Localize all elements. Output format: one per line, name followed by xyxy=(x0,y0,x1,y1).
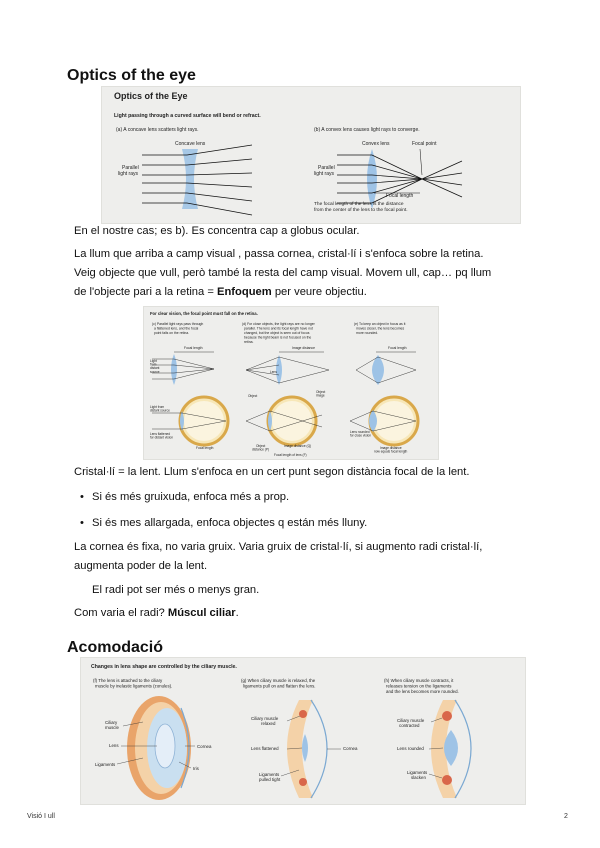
svg-text:Image distance (Q): Image distance (Q) xyxy=(284,444,312,448)
bold-term-ciliary-muscle: Múscul ciliar xyxy=(167,607,236,619)
paragraph-light-path xyxy=(74,245,544,302)
svg-text:Lens flattened: Lens flattened xyxy=(251,746,279,751)
fig1-intro: Light passing through a curved surface will bend or refract. xyxy=(114,113,261,119)
parallel-rays-label-b: Parallel light rays xyxy=(314,165,335,177)
svg-text:Ciliary musclecontracted: Ciliary muscle contracted xyxy=(397,718,425,728)
fig1-title: Optics of the Eye xyxy=(114,91,188,101)
panel-h-contracted xyxy=(397,700,471,798)
figure-optics-lenses xyxy=(101,86,521,224)
page-number: 2 xyxy=(564,813,568,820)
svg-text:Ligaments: Ligaments xyxy=(95,762,116,767)
fig2-panel-e-caption: (e) To keep an object in focus as it moves closer, the lens becomes more rounded. xyxy=(354,322,406,335)
figure-focal-point-retina xyxy=(143,306,439,460)
bullet-list xyxy=(78,488,538,533)
parallel-rays-label-a: Parallel light rays xyxy=(118,165,139,177)
svg-text:Lens roundedfor close vision: Lens rounded for close vision xyxy=(350,430,372,438)
fig2-heading: For clear vision, the focal point must fall on the retina. xyxy=(150,311,258,316)
panel-e-lens-diagram xyxy=(356,346,416,385)
list-item: • Si és més gruixuda, enfoca més a prop. xyxy=(78,488,538,507)
panel-c-lens-diagram xyxy=(150,346,214,385)
svg-text:Focal length of lens (F): Focal length of lens (F) xyxy=(274,453,307,457)
svg-text:Cornea: Cornea xyxy=(197,744,212,749)
fig2-panel-d-caption: (d) For close objects, the light rays are no longer parallel. The lens and its focal length have not changed, but the object is seen out of focus because the light beam is not focused on the retina. xyxy=(242,322,315,344)
paragraph-line: La cornea és fixa, no varia gruix. Varia gruix de cristal·lí, si augmento radi cristal·lí, xyxy=(74,541,483,553)
paragraph-line: augmenta poder de la lent. xyxy=(74,560,208,572)
focal-length-label: Focal length xyxy=(386,193,414,199)
footer-title: Visió I ull xyxy=(27,813,55,820)
svg-text:Light fromdistant sourceLens f: Light from distant source Lens flattened for distant vision xyxy=(150,405,174,440)
paragraph-line: de l'objecte pari a la retina = Enfoquem per veure objectiu. xyxy=(74,286,367,298)
svg-text:Focal length: Focal length xyxy=(184,346,203,350)
svg-text:Focal length: Focal length xyxy=(196,446,214,450)
bold-term-enfoquem: Enfoquem xyxy=(217,286,272,298)
svg-text:Image distancenow equals focal: Image distance now equals focal length xyxy=(374,446,408,454)
svg-text:Lightfromdistantsource: Light from distant source xyxy=(150,359,160,374)
svg-text:Ligamentspulled tight: Ligaments pulled tight xyxy=(259,772,281,782)
paragraph-line: La llum que arriba a camp visual , passa cornea, cristal·lí i s'enfoca sobre la retina. xyxy=(74,248,484,260)
fig1-panel-a-caption: (a) A concave lens scatters light rays. xyxy=(116,127,199,133)
svg-text:Object: Object xyxy=(248,394,258,398)
focal-length-note: The focal length of the lens is the distance from the center of the lens to the focal point. xyxy=(314,202,408,213)
svg-text:Objectimage: Object image xyxy=(316,390,326,398)
fig3-panel-f-caption: (f) The lens is attached to the ciliary muscle by inelastic ligaments (zonules). xyxy=(93,678,173,689)
paragraph-line: Veig objecte que vull, però també la resta del camp visual. Movem ull, cap… pq llum xyxy=(74,267,492,279)
panel-f-eye-anatomy xyxy=(95,696,212,800)
convex-lens-label: Convex lens xyxy=(362,141,390,147)
svg-text:Cornea: Cornea xyxy=(343,746,358,751)
concave-lens-shape xyxy=(182,149,198,209)
svg-text:Image distance: Image distance xyxy=(292,346,315,350)
svg-text:Ligamentsslacken: Ligaments slacken xyxy=(407,770,428,780)
panel-d-lens-diagram xyxy=(246,346,329,398)
fig2-panel-c-caption: (c) Parallel light rays pass through a flattened lens, and the focal point falls on the retina. xyxy=(152,322,204,335)
fig3-heading: Changes in lens shape are controlled by the ciliary muscle. xyxy=(91,664,237,670)
paragraph-radius: El radi pot ser més o menys gran. xyxy=(92,584,260,596)
focal-point-label: Focal point xyxy=(412,141,437,147)
svg-text:Ciliary musclerelaxed: Ciliary muscle relaxed xyxy=(251,716,279,726)
svg-text:Focal length: Focal length xyxy=(388,346,407,350)
svg-text:Lens: Lens xyxy=(109,743,119,748)
svg-text:Iris: Iris xyxy=(193,766,199,771)
fig3-panel-h-caption: (h) When ciliary muscle contracts, it releases tension on the ligaments and the lens becomes more rounded. xyxy=(384,678,459,694)
fig1-panel-b-caption: (b) A convex lens causes light rays to converge. xyxy=(314,127,420,133)
fig3-panel-g-caption: (g) When ciliary muscle is relaxed, the ligaments pull on and flatten the lens. xyxy=(241,678,316,689)
panel-g-relaxed xyxy=(251,700,358,798)
panel-d-eye xyxy=(246,397,322,457)
list-item: • Si és mes allargada, enfoca objectes q están més lluny. xyxy=(78,514,538,533)
paragraph-crystalline-lens: Cristal·lí = la lent. Llum s'enfoca en un cert punt segon distància focal de la lent. xyxy=(74,466,470,478)
panel-e-eye xyxy=(350,397,418,454)
panel-c-eye xyxy=(150,397,228,450)
section-title-optics: Optics of the eye xyxy=(67,67,196,84)
svg-text:Ciliarymuscle: Ciliary muscle xyxy=(105,720,119,730)
paragraph-in-our-case: En el nostre cas; es b). Es concentra cap a globus ocular. xyxy=(74,225,360,237)
paragraph-question-radius: Com varia el radi? Múscul ciliar. xyxy=(74,607,239,619)
section-title-accommodation: Acomodació xyxy=(67,639,164,656)
convex-lens-shape xyxy=(367,149,377,209)
concave-lens-label: Concave lens xyxy=(175,141,206,147)
svg-text:Objectdistance (P): Object distance (P) xyxy=(252,444,270,452)
svg-text:Lens: Lens xyxy=(270,370,277,374)
figure-ciliary-muscle xyxy=(80,657,526,805)
paragraph-cornea xyxy=(74,538,554,576)
concave-rays xyxy=(142,145,252,215)
svg-text:Lens rounded: Lens rounded xyxy=(397,746,424,751)
